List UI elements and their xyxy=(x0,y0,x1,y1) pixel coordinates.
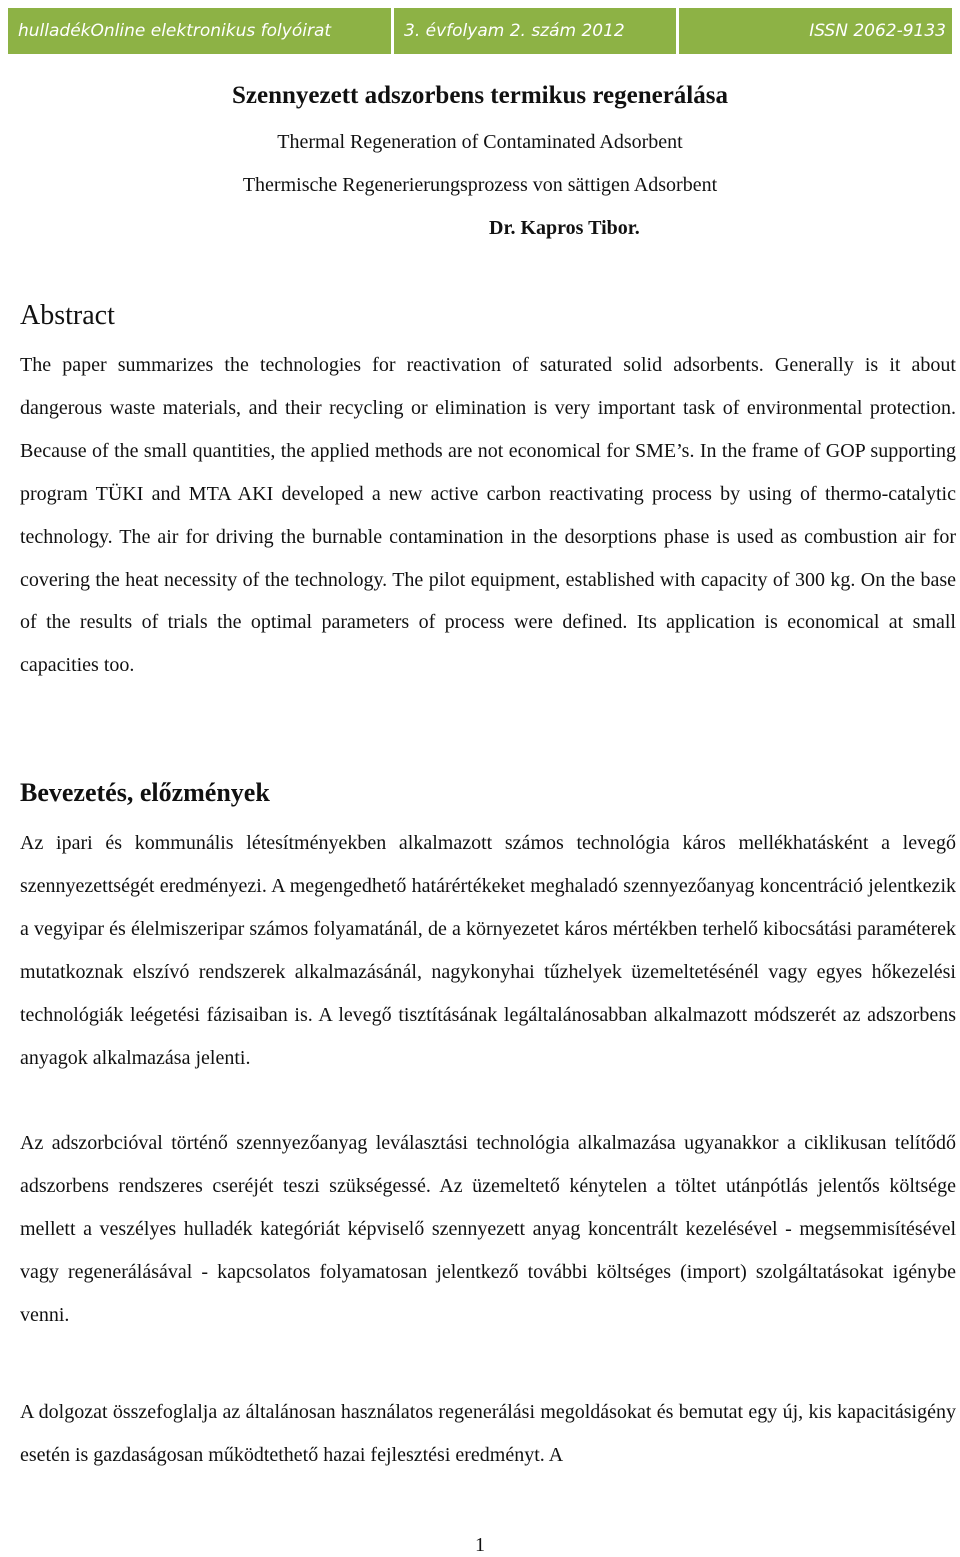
section-paragraph-3: A dolgozat összefoglalja az általánosan használatos regenerálási megoldásokat és bemutat egy új, kis kapacitásigény esetén is gazdaságosan működtethető hazai fejlesztési eredményt. A xyxy=(20,1401,956,1466)
abstract-heading: Abstract xyxy=(20,300,115,331)
paper-title: Szennyezett adszorbens termikus regenerálása xyxy=(232,82,728,109)
paper-title-english: Thermal Regeneration of Contaminated Adsorbent xyxy=(277,131,683,153)
section-paragraph-1: Az ipari és kommunális létesítményekben alkalmazott számos technológia káros mellékhatásként a levegő szennyezettségét eredményezi. A megengedhető határértékeket meghaladó szennyezőanyag koncentráció jelentkezik a vegyipar és élelmiszeripar számos folyamatánál, de a környezetet káros mértékben terhelő kibocsátási paraméterek mutatkoznak elszívó rendszerek alkalmazásánál, nagykonyhai tűzhelyek üzemeltetésénél vagy egyes hőkezelési technológiák leégetési fázisaiban is. A levegő tisztításának legáltalánosabban alkalmazott módszerét az adszorbens anyagok alkalmazása jelenti. xyxy=(20,832,956,1069)
header-volume: 3. évfolyam 2. szám 2012 xyxy=(394,8,676,54)
header-issn: ISSN 2062-9133 xyxy=(679,8,952,54)
paper-title-german: Thermische Regenerierungsprozess von sättigen Adsorbent xyxy=(242,174,718,196)
page-number: 1 xyxy=(475,1534,485,1556)
abstract-text: The paper summarizes the technologies for reactivation of saturated solid adsorbents. Generally is it about dangerous waste materials, and their recycling or elimination is very important task of environmental protection. Because of the small quantities, the applied methods are not economical for SME’s. In the frame of GOP supporting program TÜKI and MTA AKI developed a new active carbon reactivating process by using of thermo-catalytic technology. The air for driving the burnable contamination in the desorptions phase is used as combustion air for covering the heat necessity of the technology. The pilot equipment, established with capacity of 300 kg. On the base of the results of trials the optimal parameters of process were defined. Its application is economical at small capacities too. xyxy=(20,354,956,677)
header-journal-name: hulladékOnline elektronikus folyóirat xyxy=(8,8,391,54)
section-heading: Bevezetés, előzmények xyxy=(20,778,270,807)
author-name: Dr. Kapros Tibor. xyxy=(489,217,640,239)
journal-header xyxy=(8,8,952,54)
section-paragraph-2: Az adszorbcióval történő szennyezőanyag leválasztási technológia alkalmazása ugyanakkor a ciklikusan telítődő adszorbens rendszeres cseréjét teszi szükségessé. Az üzemeltető kénytelen a töltet utánpótlás jelentős költsége mellett a veszélyes hulladék kategóriát képviselő szennyezett anyag koncentrált kezelésével - megsemmisítésével vagy regenerálásával - kapcsolatos folyamatosan jelentkező további költséges (import) szolgáltatásokat igénybe venni. xyxy=(20,1132,956,1326)
